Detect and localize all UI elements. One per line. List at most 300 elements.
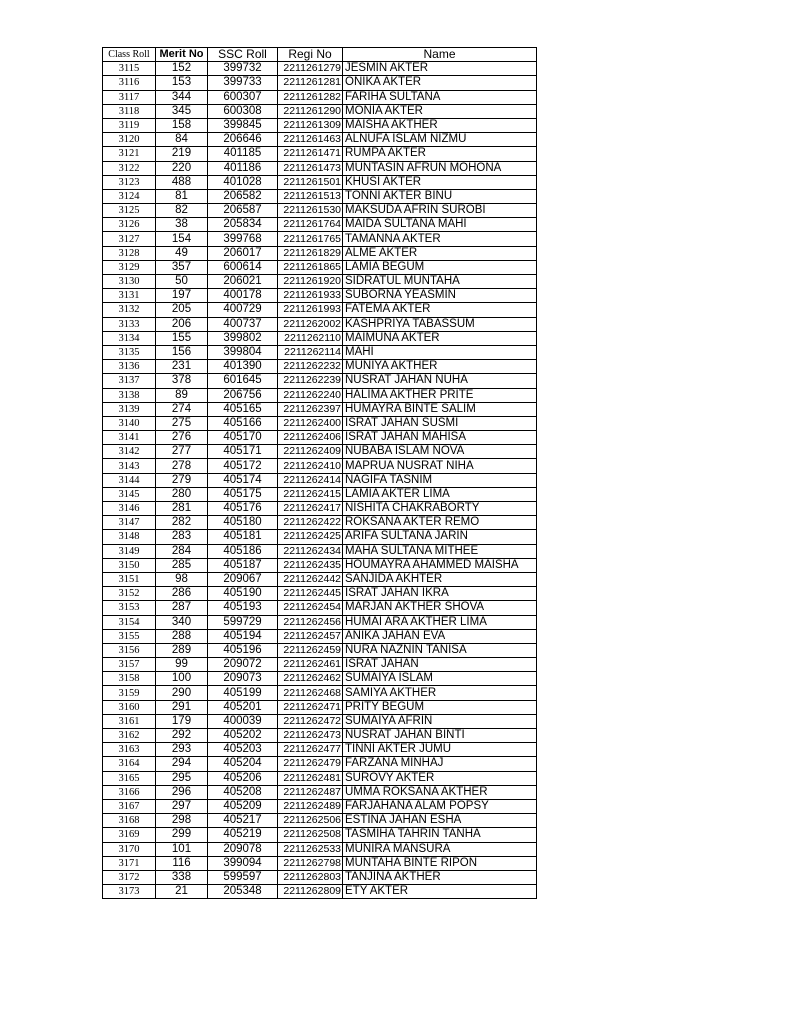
student-name-cell: SAMIYA AKTHER: [343, 686, 537, 700]
student-name-cell: MAKSUDA AFRIN SUROBI: [343, 204, 537, 218]
ssc-roll-cell: 205348: [208, 885, 278, 899]
student-name-cell: SUMAIYA ISLAM: [343, 672, 537, 686]
regi-no-cell: 2211262417: [278, 502, 343, 516]
ssc-roll-cell: 405217: [208, 814, 278, 828]
regi-no-cell: 2211262114: [278, 345, 343, 359]
student-name-cell: MONIA AKTER: [343, 104, 537, 118]
regi-no-cell: 2211261279: [278, 62, 343, 76]
merit-no-cell: 338: [156, 870, 208, 884]
ssc-roll-cell: 206021: [208, 275, 278, 289]
class-roll-cell: 3153: [103, 601, 156, 615]
student-name-cell: ISRAT JAHAN MAHISA: [343, 431, 537, 445]
merit-no-header: Merit No: [156, 48, 208, 62]
merit-no-cell: 285: [156, 558, 208, 572]
regi-no-cell: 2211262456: [278, 615, 343, 629]
class-roll-cell: 3122: [103, 161, 156, 175]
regi-no-cell: 2211262414: [278, 473, 343, 487]
regi-no-header: Regi No: [278, 48, 343, 62]
class-roll-cell: 3159: [103, 686, 156, 700]
regi-no-cell: 2211262798: [278, 856, 343, 870]
ssc-roll-cell: 405181: [208, 530, 278, 544]
regi-no-cell: 2211261471: [278, 147, 343, 161]
student-name-cell: MAISHA AKTHER: [343, 118, 537, 132]
student-name-cell: TINNI AKTER JUMU: [343, 743, 537, 757]
class-roll-cell: 3131: [103, 289, 156, 303]
ssc-roll-cell: 206646: [208, 133, 278, 147]
class-roll-cell: 3171: [103, 856, 156, 870]
table-row: [103, 516, 537, 530]
table-row: [103, 147, 537, 161]
class-roll-cell: 3173: [103, 885, 156, 899]
table-row: [103, 572, 537, 586]
class-roll-cell: 3157: [103, 658, 156, 672]
merit-no-cell: 296: [156, 785, 208, 799]
student-name-cell: JESMIN AKTER: [343, 62, 537, 76]
table-row: [103, 814, 537, 828]
class-roll-cell: 3128: [103, 246, 156, 260]
student-name-cell: NAGIFA TASNIM: [343, 473, 537, 487]
table-row: [103, 246, 537, 260]
class-roll-cell: 3137: [103, 374, 156, 388]
merit-no-cell: 281: [156, 502, 208, 516]
merit-no-cell: 156: [156, 345, 208, 359]
table-row: [103, 303, 537, 317]
merit-no-cell: 276: [156, 431, 208, 445]
ssc-roll-cell: 405172: [208, 459, 278, 473]
student-name-cell: NURA NAZNIN TANISA: [343, 643, 537, 657]
ssc-roll-cell: 205834: [208, 218, 278, 232]
ssc-roll-cell: 405219: [208, 828, 278, 842]
ssc-roll-cell: 206587: [208, 204, 278, 218]
table-row: [103, 743, 537, 757]
table-row: [103, 487, 537, 501]
merit-no-cell: 82: [156, 204, 208, 218]
regi-no-cell: 2211262462: [278, 672, 343, 686]
ssc-roll-cell: 405203: [208, 743, 278, 757]
ssc-roll-cell: 400039: [208, 714, 278, 728]
table-row: [103, 870, 537, 884]
regi-no-cell: 2211262809: [278, 885, 343, 899]
class-roll-cell: 3168: [103, 814, 156, 828]
regi-no-cell: 2211261993: [278, 303, 343, 317]
ssc-roll-cell: 599729: [208, 615, 278, 629]
student-list-table: [102, 47, 537, 899]
regi-no-cell: 2211262422: [278, 516, 343, 530]
ssc-roll-cell: 600614: [208, 260, 278, 274]
regi-no-cell: 2211261865: [278, 260, 343, 274]
merit-no-cell: 231: [156, 360, 208, 374]
ssc-roll-cell: 405187: [208, 558, 278, 572]
name-header: Name: [343, 48, 537, 62]
ssc-roll-cell: 600307: [208, 90, 278, 104]
table-row: [103, 360, 537, 374]
class-roll-cell: 3120: [103, 133, 156, 147]
merit-no-cell: 344: [156, 90, 208, 104]
ssc-roll-cell: 206582: [208, 189, 278, 203]
ssc-roll-cell: 405171: [208, 445, 278, 459]
merit-no-cell: 197: [156, 289, 208, 303]
table-row: [103, 757, 537, 771]
class-roll-cell: 3127: [103, 232, 156, 246]
student-name-cell: HUMAI ARA AKTHER LIMA: [343, 615, 537, 629]
table-row: [103, 445, 537, 459]
regi-no-cell: 2211262481: [278, 771, 343, 785]
table-row: [103, 62, 537, 76]
table-row: [103, 530, 537, 544]
table-row: [103, 133, 537, 147]
table-row: [103, 643, 537, 657]
class-roll-cell: 3126: [103, 218, 156, 232]
class-roll-cell: 3163: [103, 743, 156, 757]
table-row: [103, 502, 537, 516]
regi-no-cell: 2211262002: [278, 317, 343, 331]
class-roll-cell: 3149: [103, 544, 156, 558]
student-name-cell: TASMIHA TAHRIN TANHA: [343, 828, 537, 842]
merit-no-cell: 286: [156, 587, 208, 601]
student-name-cell: KHUSI AKTER: [343, 175, 537, 189]
regi-no-cell: 2211262410: [278, 459, 343, 473]
merit-no-cell: 100: [156, 672, 208, 686]
class-roll-cell: 3172: [103, 870, 156, 884]
ssc-roll-cell: 405199: [208, 686, 278, 700]
student-name-cell: ISRAT JAHAN SUSMI: [343, 416, 537, 430]
class-roll-cell: 3146: [103, 502, 156, 516]
merit-no-cell: 205: [156, 303, 208, 317]
regi-no-cell: 2211262406: [278, 431, 343, 445]
table-row: [103, 842, 537, 856]
ssc-roll-cell: 400178: [208, 289, 278, 303]
ssc-roll-cell: 206017: [208, 246, 278, 260]
table-row: [103, 402, 537, 416]
table-header-row: [103, 48, 537, 62]
merit-no-cell: 220: [156, 161, 208, 175]
table-row: [103, 544, 537, 558]
regi-no-cell: 2211262400: [278, 416, 343, 430]
merit-no-cell: 294: [156, 757, 208, 771]
regi-no-cell: 2211261501: [278, 175, 343, 189]
table-row: [103, 218, 537, 232]
ssc-roll-cell: 601645: [208, 374, 278, 388]
student-name-cell: ALME AKTER: [343, 246, 537, 260]
regi-no-cell: 2211262232: [278, 360, 343, 374]
ssc-roll-cell: 405194: [208, 629, 278, 643]
table-row: [103, 828, 537, 842]
merit-no-cell: 287: [156, 601, 208, 615]
merit-no-cell: 284: [156, 544, 208, 558]
class-roll-cell: 3132: [103, 303, 156, 317]
regi-no-cell: 2211261473: [278, 161, 343, 175]
ssc-roll-cell: 405174: [208, 473, 278, 487]
class-roll-cell: 3125: [103, 204, 156, 218]
class-roll-cell: 3124: [103, 189, 156, 203]
regi-no-cell: 2211261764: [278, 218, 343, 232]
table-row: [103, 729, 537, 743]
merit-no-cell: 298: [156, 814, 208, 828]
student-name-cell: TAMANNA AKTER: [343, 232, 537, 246]
class-roll-cell: 3139: [103, 402, 156, 416]
regi-no-cell: 2211262110: [278, 331, 343, 345]
regi-no-cell: 2211261513: [278, 189, 343, 203]
class-roll-cell: 3148: [103, 530, 156, 544]
merit-no-cell: 81: [156, 189, 208, 203]
merit-no-cell: 289: [156, 643, 208, 657]
ssc-roll-cell: 399804: [208, 345, 278, 359]
merit-no-cell: 21: [156, 885, 208, 899]
table-row: [103, 601, 537, 615]
student-name-cell: MUNIRA MANSURA: [343, 842, 537, 856]
student-name-cell: SUMAIYA AFRIN: [343, 714, 537, 728]
class-roll-cell: 3136: [103, 360, 156, 374]
ssc-roll-cell: 209067: [208, 572, 278, 586]
class-roll-cell: 3169: [103, 828, 156, 842]
student-name-cell: TONNI AKTER BINU: [343, 189, 537, 203]
merit-no-cell: 38: [156, 218, 208, 232]
ssc-roll-cell: 400737: [208, 317, 278, 331]
student-name-cell: MAPRUA NUSRAT NIHA: [343, 459, 537, 473]
table-row: [103, 388, 537, 402]
class-roll-cell: 3165: [103, 771, 156, 785]
ssc-roll-cell: 399733: [208, 76, 278, 90]
ssc-roll-cell: 405201: [208, 700, 278, 714]
regi-no-cell: 2211262472: [278, 714, 343, 728]
ssc-roll-cell: 405206: [208, 771, 278, 785]
merit-no-cell: 299: [156, 828, 208, 842]
class-roll-cell: 3129: [103, 260, 156, 274]
table-row: [103, 473, 537, 487]
ssc-roll-cell: 405175: [208, 487, 278, 501]
class-roll-cell: 3143: [103, 459, 156, 473]
merit-no-cell: 153: [156, 76, 208, 90]
ssc-roll-header: SSC Roll: [208, 48, 278, 62]
class-roll-cell: 3161: [103, 714, 156, 728]
regi-no-cell: 2211262471: [278, 700, 343, 714]
regi-no-cell: 2211262508: [278, 828, 343, 842]
merit-no-cell: 274: [156, 402, 208, 416]
student-name-cell: ALNUFA ISLAM NIZMU: [343, 133, 537, 147]
ssc-roll-cell: 405208: [208, 785, 278, 799]
table-row: [103, 275, 537, 289]
table-row: [103, 686, 537, 700]
merit-no-cell: 154: [156, 232, 208, 246]
ssc-roll-cell: 405204: [208, 757, 278, 771]
ssc-roll-cell: 400729: [208, 303, 278, 317]
regi-no-cell: 2211262506: [278, 814, 343, 828]
class-roll-cell: 3167: [103, 799, 156, 813]
student-name-cell: HOUMAYRA AHAMMED MAISHA: [343, 558, 537, 572]
class-roll-cell: 3135: [103, 345, 156, 359]
student-name-cell: KASHPRIYA TABASSUM: [343, 317, 537, 331]
class-roll-cell: 3147: [103, 516, 156, 530]
student-name-cell: SUBORNA YEASMIN: [343, 289, 537, 303]
merit-no-cell: 99: [156, 658, 208, 672]
regi-no-cell: 2211262803: [278, 870, 343, 884]
table-row: [103, 714, 537, 728]
table-row: [103, 431, 537, 445]
merit-no-cell: 49: [156, 246, 208, 260]
class-roll-cell: 3162: [103, 729, 156, 743]
merit-no-cell: 84: [156, 133, 208, 147]
merit-no-cell: 101: [156, 842, 208, 856]
class-roll-cell: 3138: [103, 388, 156, 402]
merit-no-cell: 378: [156, 374, 208, 388]
class-roll-cell: 3144: [103, 473, 156, 487]
table-row: [103, 672, 537, 686]
ssc-roll-cell: 600308: [208, 104, 278, 118]
ssc-roll-cell: 209073: [208, 672, 278, 686]
ssc-roll-cell: 405190: [208, 587, 278, 601]
ssc-roll-cell: 401390: [208, 360, 278, 374]
table-row: [103, 232, 537, 246]
table-row: [103, 374, 537, 388]
table-row: [103, 558, 537, 572]
class-roll-cell: 3141: [103, 431, 156, 445]
table-row: [103, 118, 537, 132]
table-row: [103, 345, 537, 359]
regi-no-cell: 2211262473: [278, 729, 343, 743]
class-roll-cell: 3115: [103, 62, 156, 76]
student-name-cell: TANJINA AKTHER: [343, 870, 537, 884]
regi-no-cell: 2211261309: [278, 118, 343, 132]
student-name-cell: UMMA ROKSANA AKTHER: [343, 785, 537, 799]
regi-no-cell: 2211261920: [278, 275, 343, 289]
merit-no-cell: 288: [156, 629, 208, 643]
merit-no-cell: 152: [156, 62, 208, 76]
table-row: [103, 90, 537, 104]
merit-no-cell: 179: [156, 714, 208, 728]
ssc-roll-cell: 399768: [208, 232, 278, 246]
student-name-cell: ESTINA JAHAN ESHA: [343, 814, 537, 828]
table-body: [103, 62, 537, 899]
ssc-roll-cell: 405176: [208, 502, 278, 516]
ssc-roll-cell: 599597: [208, 870, 278, 884]
merit-no-cell: 279: [156, 473, 208, 487]
ssc-roll-cell: 405165: [208, 402, 278, 416]
table-row: [103, 260, 537, 274]
merit-no-cell: 282: [156, 516, 208, 530]
merit-no-cell: 50: [156, 275, 208, 289]
table-row: [103, 799, 537, 813]
ssc-roll-cell: 405186: [208, 544, 278, 558]
class-roll-cell: 3145: [103, 487, 156, 501]
merit-no-cell: 345: [156, 104, 208, 118]
regi-no-cell: 2211261933: [278, 289, 343, 303]
ssc-roll-cell: 399732: [208, 62, 278, 76]
merit-no-cell: 155: [156, 331, 208, 345]
class-roll-cell: 3117: [103, 90, 156, 104]
regi-no-cell: 2211262397: [278, 402, 343, 416]
ssc-roll-cell: 405180: [208, 516, 278, 530]
student-name-cell: SUROVY AKTER: [343, 771, 537, 785]
regi-no-cell: 2211262459: [278, 643, 343, 657]
class-roll-cell: 3160: [103, 700, 156, 714]
regi-no-cell: 2211261282: [278, 90, 343, 104]
table-row: [103, 161, 537, 175]
merit-no-cell: 292: [156, 729, 208, 743]
student-name-cell: NUSRAT JAHAN NUHA: [343, 374, 537, 388]
class-roll-cell: 3119: [103, 118, 156, 132]
table-row: [103, 289, 537, 303]
table-row: [103, 104, 537, 118]
ssc-roll-cell: 405209: [208, 799, 278, 813]
regi-no-cell: 2211261530: [278, 204, 343, 218]
student-name-cell: NUBABA ISLAM NOVA: [343, 445, 537, 459]
student-name-cell: LAMIA AKTER LIMA: [343, 487, 537, 501]
merit-no-cell: 293: [156, 743, 208, 757]
ssc-roll-cell: 405193: [208, 601, 278, 615]
class-roll-cell: 3130: [103, 275, 156, 289]
class-roll-cell: 3134: [103, 331, 156, 345]
student-name-cell: SANJIDA AKHTER: [343, 572, 537, 586]
regi-no-cell: 2211262489: [278, 799, 343, 813]
class-roll-cell: 3155: [103, 629, 156, 643]
class-roll-cell: 3150: [103, 558, 156, 572]
regi-no-cell: 2211262442: [278, 572, 343, 586]
regi-no-cell: 2211261281: [278, 76, 343, 90]
table-row: [103, 317, 537, 331]
merit-no-cell: 275: [156, 416, 208, 430]
class-roll-cell: 3151: [103, 572, 156, 586]
regi-no-cell: 2211262435: [278, 558, 343, 572]
table-row: [103, 885, 537, 899]
student-name-cell: FATEMA AKTER: [343, 303, 537, 317]
regi-no-cell: 2211262487: [278, 785, 343, 799]
regi-no-cell: 2211262240: [278, 388, 343, 402]
student-name-cell: FARZANA MINHAJ: [343, 757, 537, 771]
merit-no-cell: 297: [156, 799, 208, 813]
regi-no-cell: 2211262409: [278, 445, 343, 459]
ssc-roll-cell: 399094: [208, 856, 278, 870]
table-row: [103, 587, 537, 601]
class-roll-cell: 3142: [103, 445, 156, 459]
student-name-cell: NISHITA CHAKRABORTY: [343, 502, 537, 516]
student-name-cell: SIDRATUL MUNTAHA: [343, 275, 537, 289]
merit-no-cell: 206: [156, 317, 208, 331]
regi-no-cell: 2211262479: [278, 757, 343, 771]
merit-no-cell: 340: [156, 615, 208, 629]
student-name-cell: ONIKA AKTER: [343, 76, 537, 90]
student-name-cell: RUMPA AKTER: [343, 147, 537, 161]
merit-no-cell: 89: [156, 388, 208, 402]
student-name-cell: MARJAN AKTHER SHOVA: [343, 601, 537, 615]
merit-no-cell: 277: [156, 445, 208, 459]
table-row: [103, 76, 537, 90]
ssc-roll-cell: 206756: [208, 388, 278, 402]
regi-no-cell: 2211262457: [278, 629, 343, 643]
regi-no-cell: 2211262425: [278, 530, 343, 544]
class-roll-cell: 3140: [103, 416, 156, 430]
regi-no-cell: 2211262415: [278, 487, 343, 501]
student-name-cell: MAHA SULTANA MITHEE: [343, 544, 537, 558]
student-name-cell: FARJAHANA ALAM POPSY: [343, 799, 537, 813]
student-name-cell: MUNTAHA BINTE RIPON: [343, 856, 537, 870]
regi-no-cell: 2211262468: [278, 686, 343, 700]
merit-no-cell: 291: [156, 700, 208, 714]
class-roll-cell: 3156: [103, 643, 156, 657]
regi-no-cell: 2211261829: [278, 246, 343, 260]
student-name-cell: ETY AKTER: [343, 885, 537, 899]
student-name-cell: ARIFA SULTANA JARIN: [343, 530, 537, 544]
merit-no-cell: 283: [156, 530, 208, 544]
student-name-cell: MUNIYA AKTHER: [343, 360, 537, 374]
merit-no-cell: 280: [156, 487, 208, 501]
class-roll-cell: 3166: [103, 785, 156, 799]
class-roll-cell: 3118: [103, 104, 156, 118]
class-roll-cell: 3133: [103, 317, 156, 331]
regi-no-cell: 2211262461: [278, 658, 343, 672]
merit-no-cell: 158: [156, 118, 208, 132]
table-row: [103, 459, 537, 473]
student-name-cell: MAHI: [343, 345, 537, 359]
